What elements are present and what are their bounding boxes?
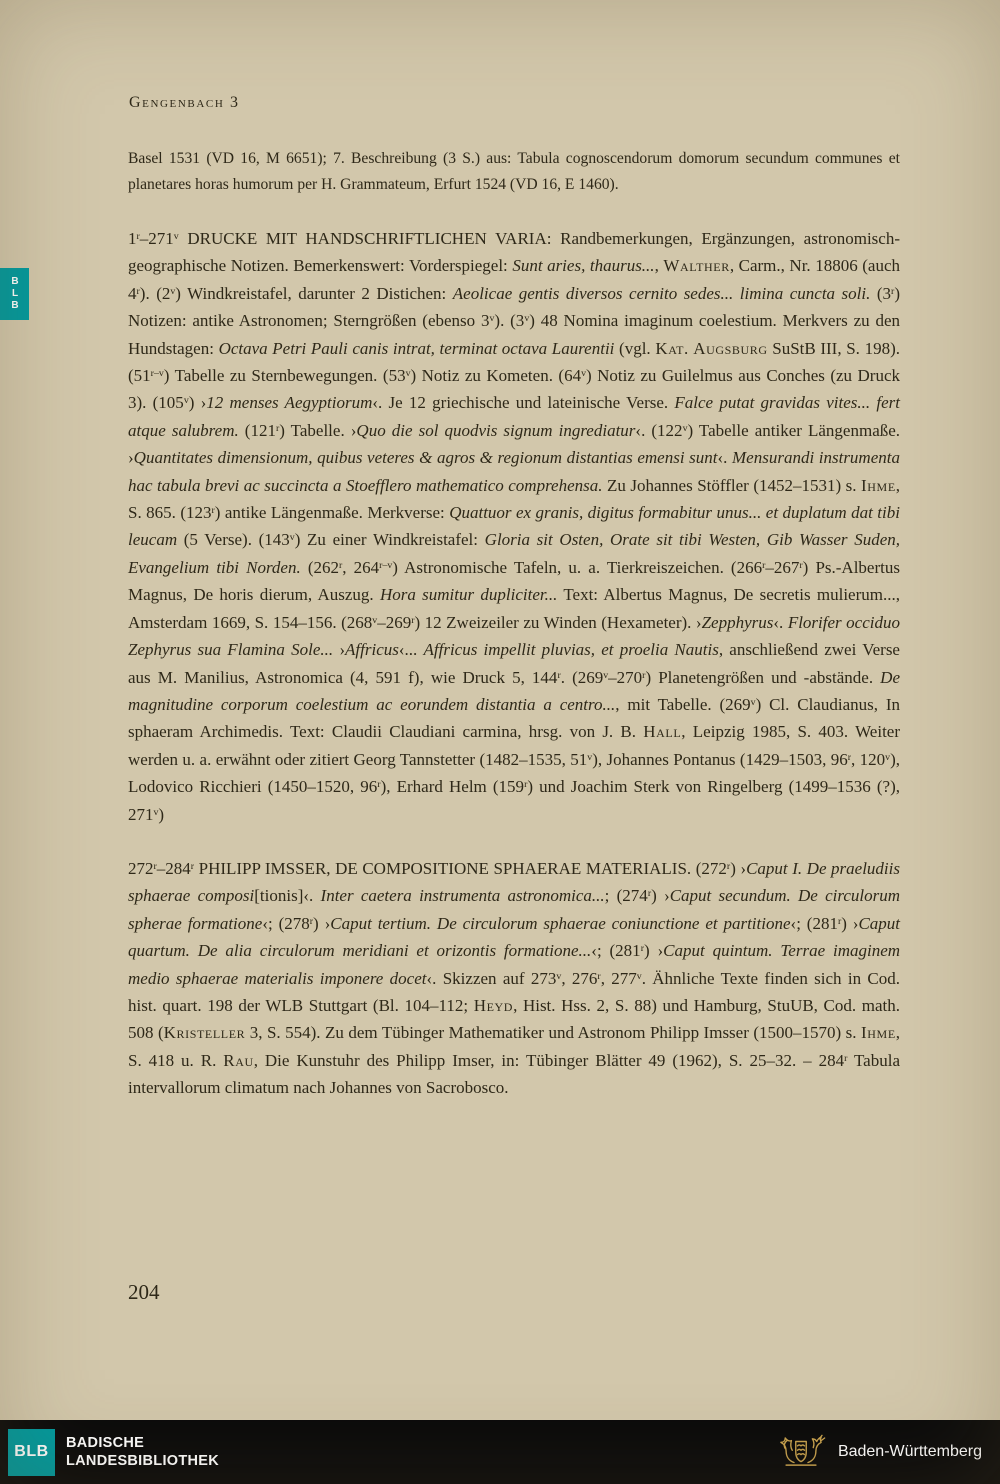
catalog-entry-text <box>128 146 900 1102</box>
blb-side-tab-label: BLB <box>9 276 21 312</box>
blb-side-tab <box>0 268 29 320</box>
blb-logo <box>8 1429 55 1476</box>
library-name <box>66 1434 219 1470</box>
running-header: Gengenbach 3 <box>129 94 240 111</box>
paragraph-section-imsser: 272$^r$–284$^r$ PHILIPP IMSSER, DE COMPOSITIONE SPHAERAE MATERIALIS. (272$^r$) ›Caput I. De praeludiis sphaerae composi[tionis]‹. Inter caetera instrumenta astronomica...; (274$^r$) ›Caput secundum. De circulorum spherae formatione‹; (278$^r$) ›Caput tertium. De circulorum sphaerae coniunctione et partitione‹; (281$^r$) ›Caput quartum. De alia circulorum meridiani et orizontis formatione...‹; (281$^r$) ›Caput quintum. Terrae imaginem medio sphaerae materialis imponere docet‹. Skizzen auf 273$^v$, 276$^r$, 277$^v$. Ähnliche Texte finden sich in Cod. hist. quart. 198 der WLB Stuttgart (Bl. 104–112; Heyd, Hist. Hss. 2, S. 88) und Hamburg, StuUB, Cod. math. 508 (Kristeller 3, S. 554). Zu dem Tübinger Mathematiker und Astronom Philipp Imsser (1500–1570) s. Ihme, S. 418 u. R. Rau, Die Kunstuhr des Philipp Imser, in: Tübinger Blätter 49 (1962), S. 25–32. – 284$^r$ Tabula intervallorum climatum nach Johannes von Sacrobosco. <box>128 858 901 1098</box>
library-name-line1: BADISCHE <box>66 1435 145 1451</box>
footer-region-group <box>773 1431 982 1473</box>
page-number: 204 <box>128 1280 160 1304</box>
region-label: Baden-Württemberg <box>837 1443 982 1460</box>
baden-wuerttemberg-coat-of-arms-icon <box>773 1431 829 1473</box>
library-name-line2: LANDESBIBLIOTHEK <box>66 1453 220 1469</box>
library-footer <box>0 1420 1000 1484</box>
paragraph-description: Basel 1531 (VD 16, M 6651); 7. Beschreibung (3 S.) aus: Tabula cognoscendorum domorum secundum communes et planetares horas humorum per H. Grammateum, Erfurt 1524 (VD 16, E 1460). <box>128 150 900 193</box>
paragraph-section-drucke: 1$^r$–271$^v$ DRUCKE MIT HANDSCHRIFTLICHEN VARIA: Randbemerkungen, Ergänzungen, astronomisch-geographische Notizen. Bemerkenswert: Vorderspiegel: Sunt aries, thaurus..., Walther, Carm., Nr. 18806 (auch 4$^r$). (2$^v$) Windkreistafel, darunter 2 Distichen: Aeolicae gentis diversos cernito sedes... limina cuncta soli. (3$^r$) Notizen: antike Astronomen; Sterngrößen (ebenso 3$^v$). (3$^v$) 48 Nomina imaginum coelestium. Merkvers zu den Hundstagen: Octava Petri Pauli canis intrat, terminat octava Laurentii (vgl. Kat. Augsburg SuStB III, S. 198). (51$^{r-v}$) Tabelle zu Sternbewegungen. (53$^v$) Notiz zu Kometen. (64$^v$) Notiz zu Guilelmus aus Conches (zu Druck 3). (105$^v$) ›12 menses Aegyptiorum‹. Je 12 griechische und lateinische Verse. Falce putat gravidas vites... fert atque salubrem. (121$^r$) Tabelle. ›Quo die sol quodvis signum ingrediatur‹. (122$^v$) Tabelle antiker Längenmaße. ›Quantitates dimensionum, quibus veteres & agros & regionum distantias emensi sunt‹. Mensurandi instrumenta hac tabula brevi ac succincta a Stoefflero mathematico comprehensa. Zu Johannes Stöffler (1452–1531) s. Ihme, S. 865. (123$^r$) antike Längenmaße. Merkverse: Quattuor ex granis, digitus formabitur unus... et duplatum dat tibi leucam (5 Verse). (143$^v$) Zu einer Windkreistafel: Gloria sit Osten, Orate sit tibi Westen, Gib Wasser Suden, Evangelium tibi Norden. (262$^r$, 264$^{r-v}$) Astronomische Tafeln, u. a. Tierkreiszeichen. (266$^r$–267$^r$) Ps.-Albertus Magnus, De horis dierum, Auszug. Hora sumitur dupliciter... Text: Albertus Magnus, De secretis mulierum..., Amsterdam 1669, S. 154–156. (268$^v$–269$^r$) 12 Zweizeiler zu Winden (Hexameter). ›Zepphyrus‹. Florifer occiduo Zephyrus sua Flamina Sole... ›Affricus‹... Affricus impellit pluvias, et proelia Nautis, anschließend zwei Verse aus M. Manilius, Astronomica (4, 591 f), wie Druck 5, 144$^r$. (269$^v$–270$^r$) Planetengrößen und -abstände. De magnitudine corporum coelestium ac eorundem distantia a centro..., mit Tabelle. (269$^v$) Cl. Claudianus, In sphaeram Archimedis. Text: Claudii Claudiani carmina, hrsg. von J. B. Hall, Leipzig 1985, S. 403. Weiter werden u. a. erwähnt oder zitiert Georg Tannstetter (1482–1535, 51$^v$), Johannes Pontanus (1429–1503, 96$^r$, 120$^v$), Lodovico Ricchieri (1450–1520, 96$^r$), Erhard Helm (159$^r$) und Joachim Sterk von Ringelberg (1499–1536 (?), 271$^v$) <box>128 229 901 824</box>
blb-logo-text: BLB <box>14 1443 49 1460</box>
